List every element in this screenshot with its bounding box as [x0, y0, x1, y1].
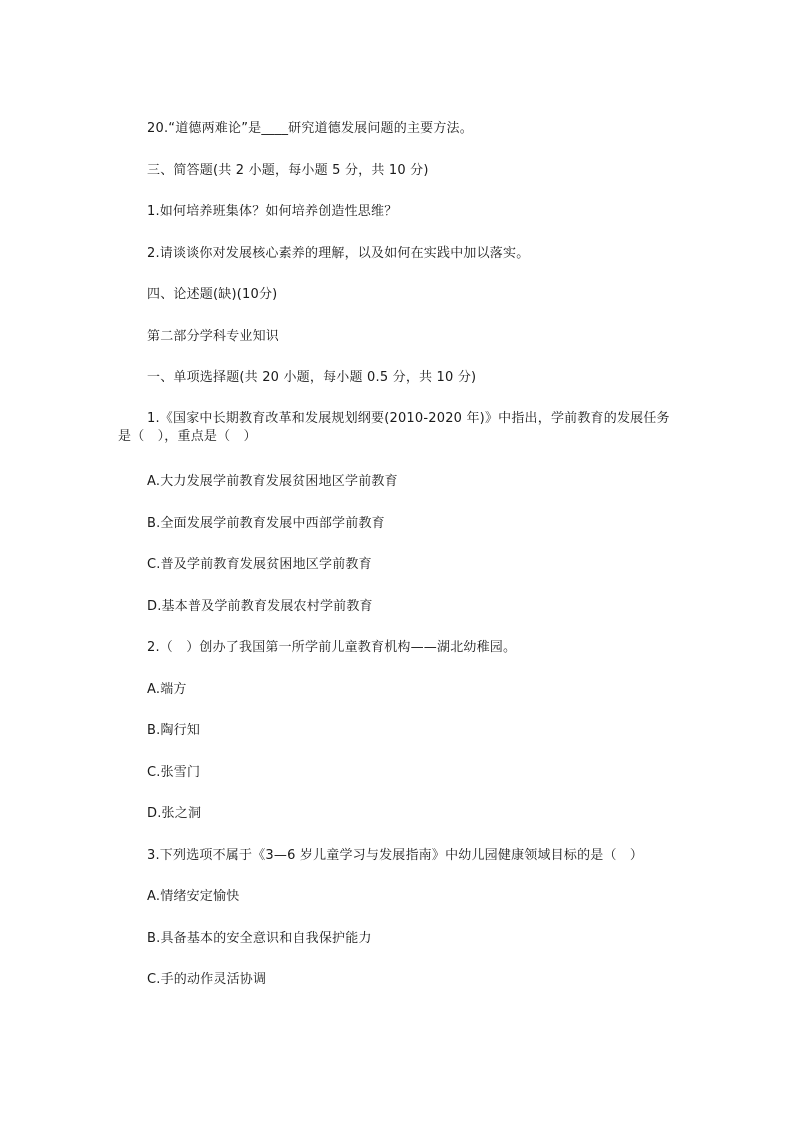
question-1-option-b: B.全面发展学前教育发展中西部学前教育	[147, 516, 385, 531]
question-1-option-d: D.基本普及学前教育发展农村学前教育	[147, 599, 373, 614]
section-heading-essay: 四、论述题(缺)(10分)	[147, 287, 278, 302]
question-3-option-c: C.手的动作灵活协调	[147, 972, 267, 987]
question-2-option-d: D.张之洞	[147, 806, 202, 821]
question-3-option-a: A.情绪安定愉快	[147, 889, 240, 904]
short-answer-question-1: 1.如何培养班集体？如何培养创造性思维？	[147, 204, 398, 219]
short-answer-question-2: 2.请谈谈你对发展核心素养的理解，以及如何在实践中加以落实。	[147, 246, 530, 261]
question-1-option-a: A.大力发展学前教育发展贫困地区学前教育	[147, 474, 398, 489]
question-20-fill-blank: 20.“道德两难论”是____研究道德发展问题的主要方法。	[147, 121, 473, 136]
choice-question-1: 1.《国家中长期教育改革和发展规划纲要(2010-2020 年)》中指出，学前教育的发展任务是（ ），重点是（ ）	[118, 411, 670, 444]
section-heading-short-answer: 三、简答题(共 2 小题，每小题 5 分，共 10 分)	[147, 163, 429, 178]
choice-question-2: 2.（ ）创办了我国第一所学前儿童教育机构——湖北幼稚园。	[147, 640, 517, 655]
part-two-heading: 第二部分学科专业知识	[147, 329, 280, 344]
question-1-option-c: C.普及学前教育发展贫困地区学前教育	[147, 557, 372, 572]
choice-question-3: 3.下列选项不属于《3—6 岁儿童学习与发展指南》中幼儿园健康领域目标的是（ ）	[147, 848, 644, 863]
question-2-option-b: B.陶行知	[147, 723, 201, 738]
section-heading-single-choice: 一、单项选择题(共 20 小题，每小题 0.5 分，共 10 分)	[147, 370, 477, 385]
question-3-option-b: B.具备基本的安全意识和自我保护能力	[147, 931, 372, 946]
question-2-option-c: C.张雪门	[147, 765, 201, 780]
question-2-option-a: A.端方	[147, 682, 187, 697]
